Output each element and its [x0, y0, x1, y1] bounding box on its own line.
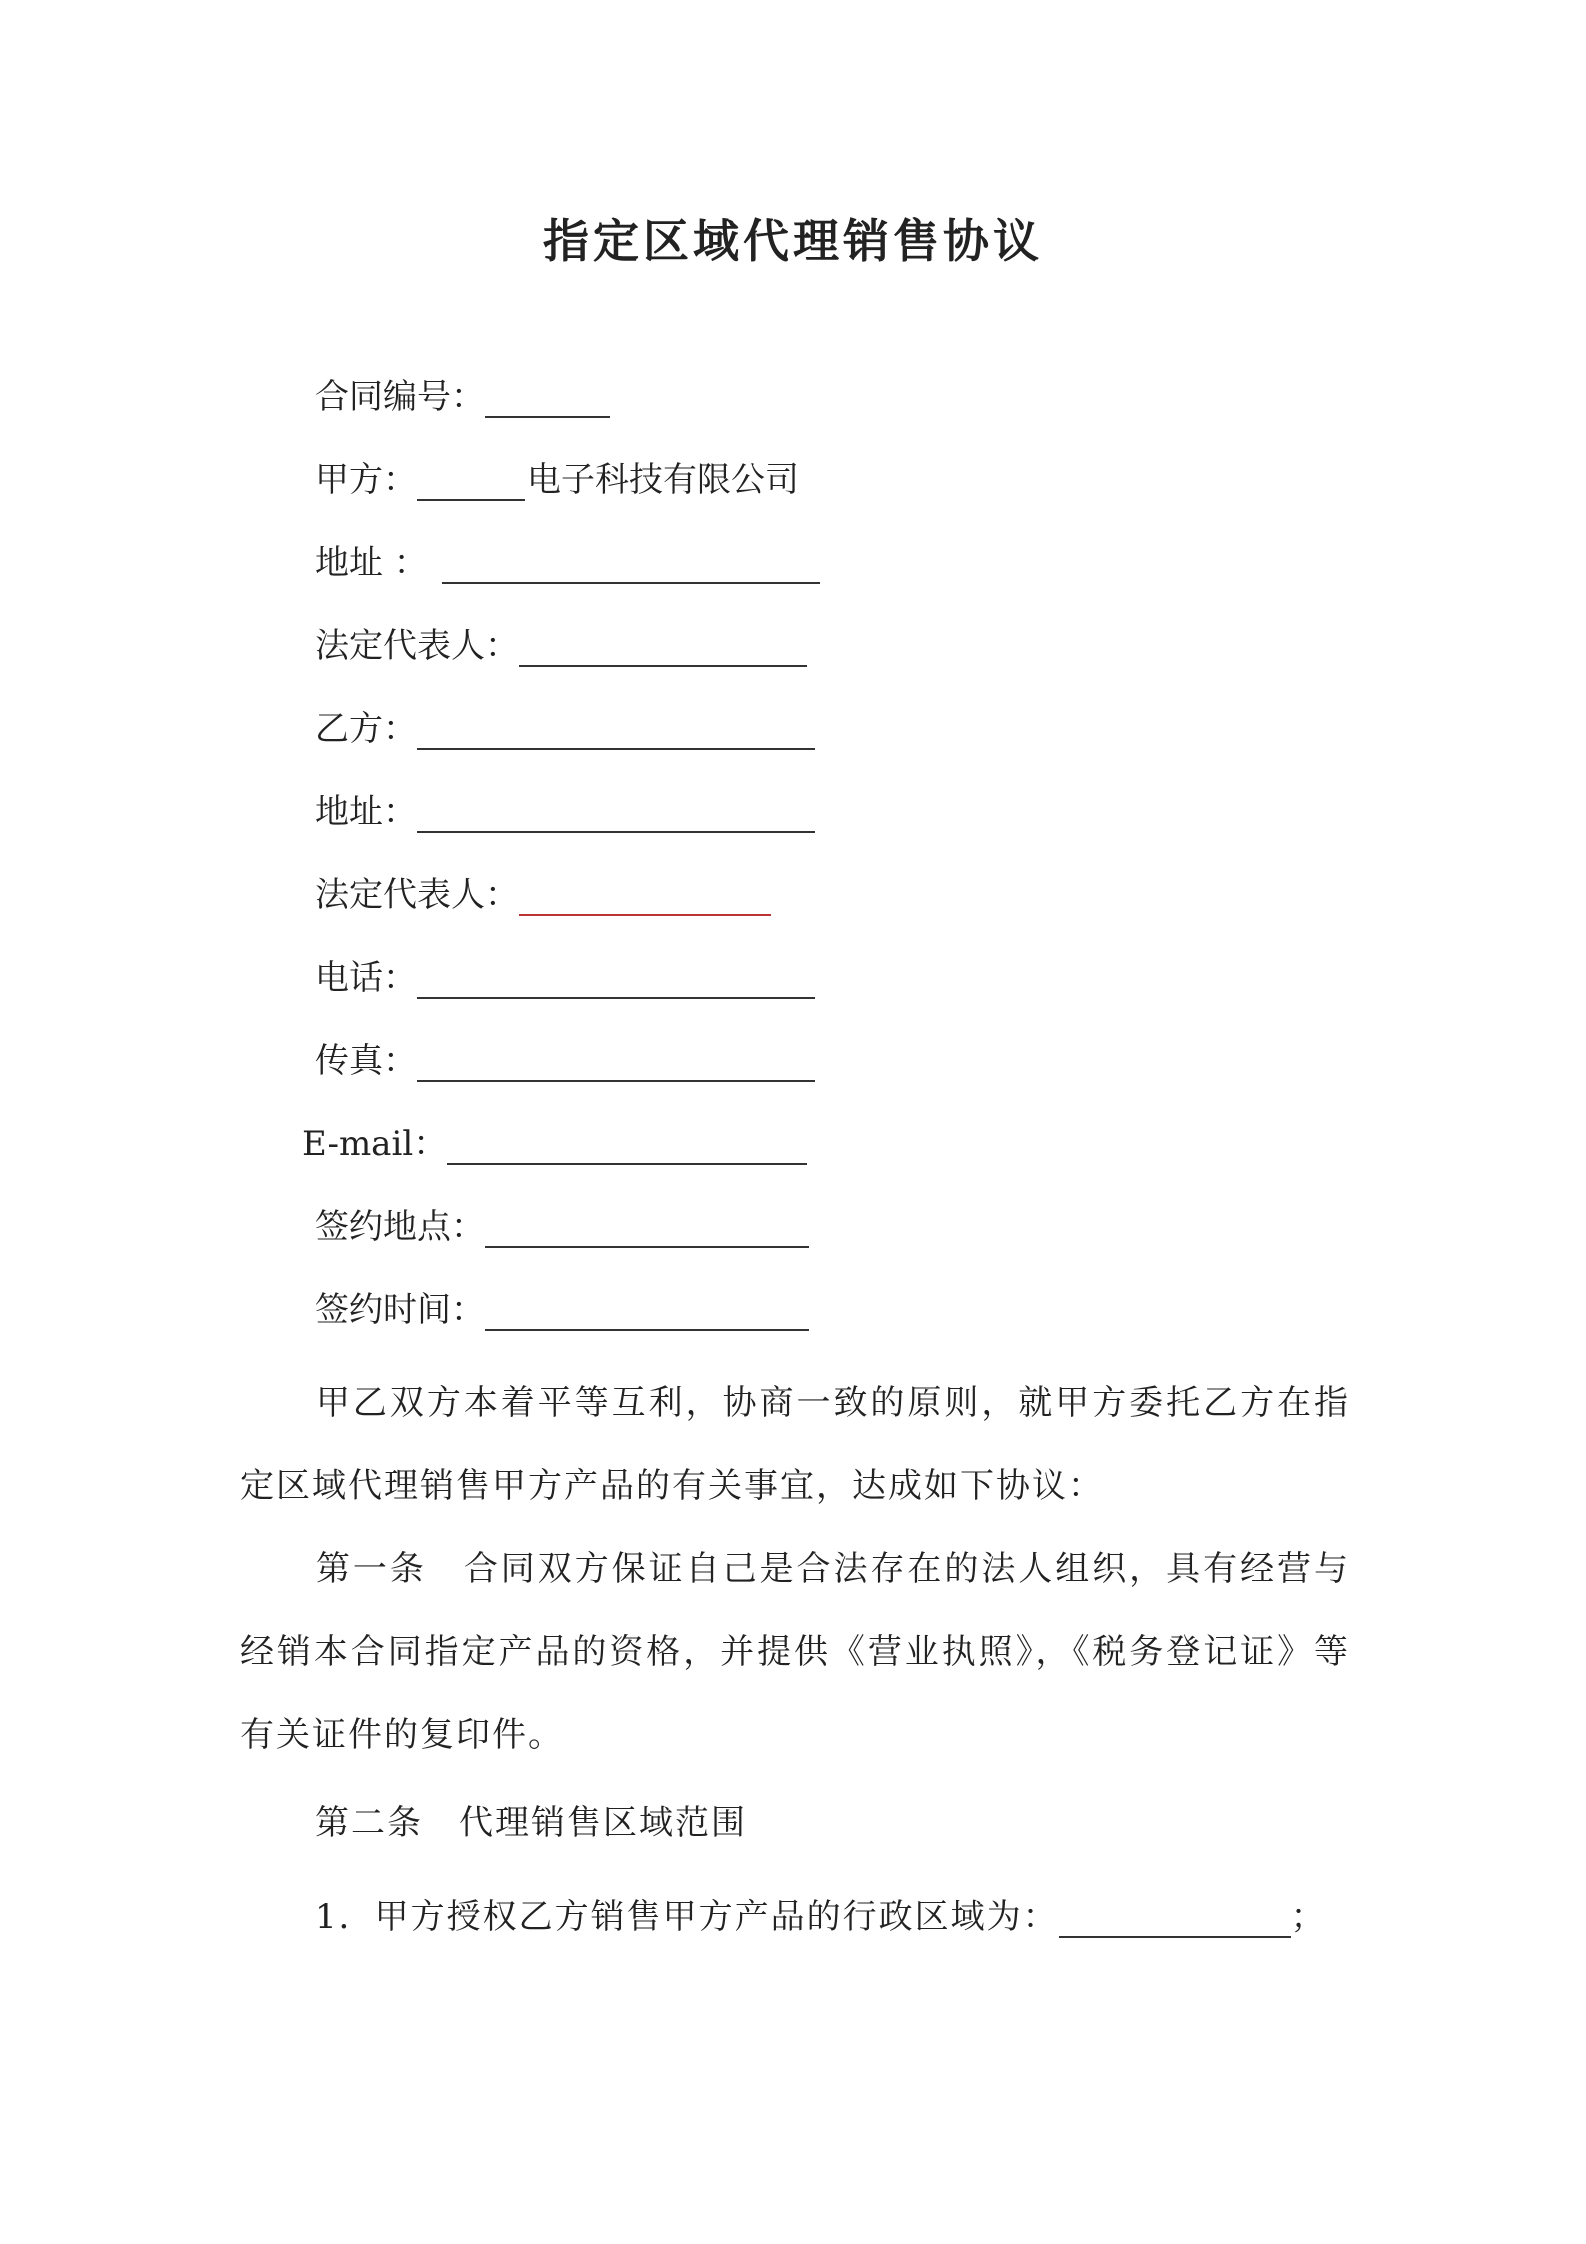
party-a-representative-blank[interactable] — [519, 629, 807, 667]
field-label: 乙方： — [315, 709, 417, 749]
item-text: 1．甲方授权乙方销售甲方产品的行政区域为： — [315, 1897, 1059, 1937]
party-b-address-field — [315, 783, 815, 833]
field-label: 传真： — [315, 1041, 417, 1081]
party-a-address-field — [315, 534, 820, 584]
phone-field — [315, 949, 815, 999]
intro-text: 甲乙双方本着平等互利，协商一致的原则，就甲方委托乙方在指定区域代理销售甲方产品的有关事宜，达成如下协议： — [240, 1383, 1350, 1506]
signing-place-field — [315, 1198, 809, 1248]
field-label: 电话： — [315, 958, 417, 998]
region-blank[interactable] — [1059, 1900, 1291, 1938]
field-label: 地址： — [315, 792, 417, 832]
field-label: 签约时间： — [315, 1290, 485, 1330]
party-b-address-blank[interactable] — [417, 795, 815, 833]
party-a-field — [315, 451, 799, 501]
field-label: 签约地点： — [315, 1207, 485, 1247]
article-2-title: 第二条 代理销售区域范围 — [315, 1803, 747, 1843]
signing-time-field — [315, 1281, 809, 1331]
field-label: 法定代表人： — [315, 626, 519, 666]
party-b-representative-field — [315, 866, 771, 916]
item-end-punct: ； — [1290, 1897, 1327, 1937]
email-field — [302, 1115, 807, 1165]
signing-time-blank[interactable] — [485, 1293, 809, 1331]
field-label: 法定代表人： — [315, 875, 519, 915]
party-b-blank[interactable] — [417, 712, 815, 750]
intro-paragraph — [240, 1362, 1350, 1528]
field-label: 甲方： — [315, 460, 417, 500]
field-label: 地址 ： — [315, 543, 428, 583]
article-1-paragraph — [240, 1528, 1350, 1777]
email-blank[interactable] — [447, 1127, 807, 1165]
article-2-item-1 — [315, 1888, 1327, 1938]
article-1-text: 第一条 合同双方保证自己是合法存在的法人组织，具有经营与经销本合同指定产品的资格，并提供《营业执照》，《税务登记证》等有关证件的复印件。 — [240, 1549, 1350, 1755]
party-b-field — [315, 700, 815, 750]
document-title: 指定区域代理销售协议 — [543, 214, 1043, 268]
party-a-representative-field — [315, 617, 807, 667]
phone-blank[interactable] — [417, 961, 815, 999]
field-label: E-mail： — [302, 1124, 448, 1164]
party-a-address-blank[interactable] — [442, 546, 820, 584]
field-label: 合同编号： — [315, 377, 485, 417]
party-b-representative-blank[interactable] — [519, 878, 771, 916]
signing-place-blank[interactable] — [485, 1210, 809, 1248]
fax-field — [315, 1032, 815, 1082]
fax-blank[interactable] — [417, 1044, 815, 1082]
contract-number-field — [315, 368, 610, 418]
party-a-blank[interactable] — [417, 463, 525, 501]
party-a-company-suffix: 电子科技有限公司 — [527, 460, 799, 500]
contract-number-blank[interactable] — [485, 380, 610, 418]
